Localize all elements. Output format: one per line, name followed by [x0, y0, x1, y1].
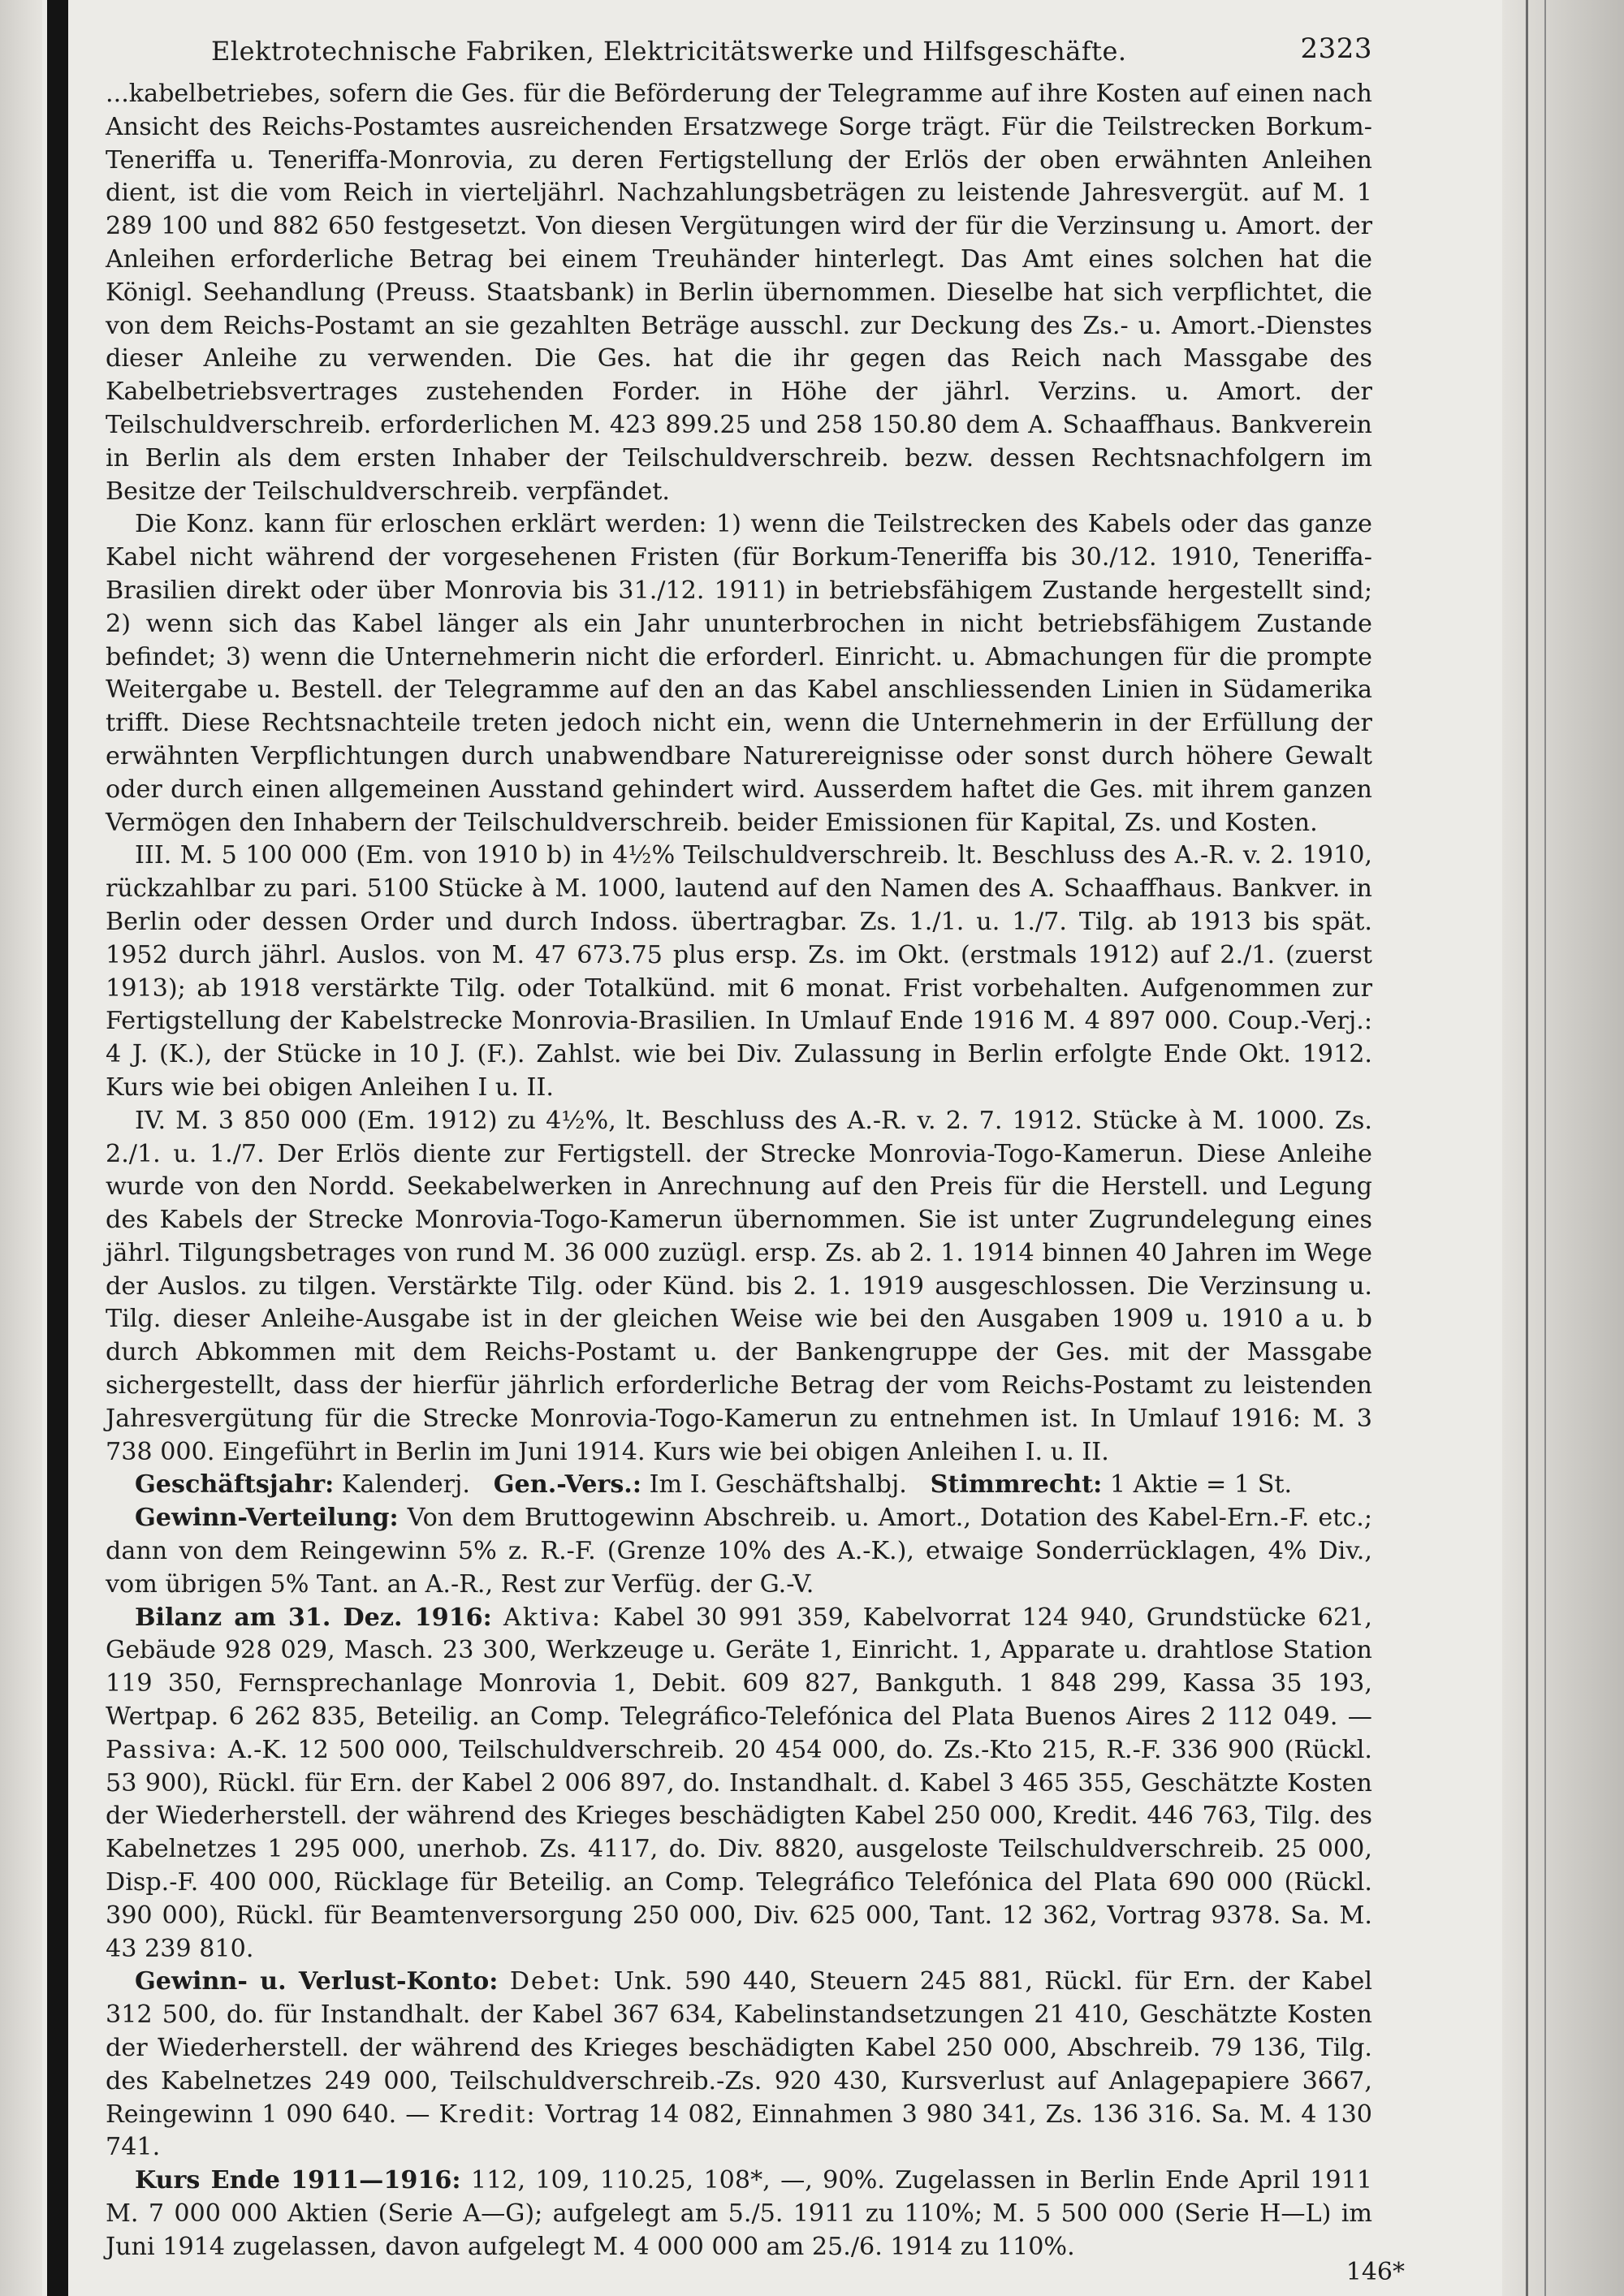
- text-kredit: Vortrag 14 082, Einnahmen 3 980 341, Zs. 136 316. Sa. M. 4 130 741.: [106, 2100, 1373, 2162]
- label-aktiva: Aktiva:: [503, 1603, 603, 1632]
- paragraph-anleihe-iii: III. M. 5 100 000 (Em. von 1910 b) in 4½% Teilschuldverschreib. lt. Beschluss des A.-R. v. 2. 1910, rückzahlbar zu pari. 5100 Stücke à M. 1000, lautend auf den Namen des A. Schaaffhaus. Bankver. in Berlin oder dessen Order und durch Indoss. übertragbar. Zs. 1./1. u. 1./7. Tilg. ab 1913 bis spät. 1952 durch jährl. Auslos. von M. 47 673.75 plus ersp. Zs. im Okt. (erstmals 1912) auf 2./1. (zuerst 1913); ab 1918 verstärkte Tilg. oder Totalkünd. mit 6 monat. Frist vorbehalten. Aufgenommen zur Fertigstellung der Kabelstrecke Monrovia-Brasilien. In Umlauf Ende 1916 M. 4 897 000. Coup.-Verj.: 4 J. (K.), der Stücke in 10 J. (F.). Zahlst. wie bei Div. Zulassung in Berlin erfolgte Ende Okt. 1912. Kurs wie bei obigen Anleihen I u. II.: [106, 841, 1372, 1102]
- page-edge-line: [1526, 0, 1528, 2296]
- text-gen-vers: Im I. Geschäftshalbj.: [649, 1470, 907, 1500]
- label-bilanz: Bilanz am 31. Dez. 1916:: [135, 1603, 492, 1632]
- paragraph-gewinn-verteilung: [106, 1502, 1372, 1601]
- paragraph-kurs: [106, 2164, 1372, 2264]
- paragraph-anleihe-iv: IV. M. 3 850 000 (Em. 1912) zu 4½%, lt. Beschluss des A.-R. v. 2. 7. 1912. Stücke à M. 1000. Zs. 2./1. u. 1./7. Der Erlös diente zur Fertigstell. der Strecke Monrovia-Togo-Kamerun. Diese Anleihe wurde von den Nordd. Seekabelwerken in Anrechnung auf den Preis für die Herstell. und Legung des Kabels der Strecke Monrovia-Togo-Kamerun übernommen. Sie ist unter Zugrundelegung eines jährl. Tilgungsbetrages von rund M. 36 000 zuzügl. ersp. Zs. ab 2. 1. 1914 binnen 40 Jahren im Wege der Auslos. zu tilgen. Verstärkte Tilg. oder Künd. bis 2. 1. 1919 ausgeschlossen. Die Verzinsung u. Tilg. dieser Anleihe-Ausgabe ist in der gleichen Weise wie bei den Ausgaben 1909 u. 1910 a u. b durch Abkommen mit dem Reichs-Postamt u. der Bankengruppe der Ges. mit der Massgabe sichergestellt, dass der hierfür jährlich erforderliche Betrag der vom Reichs-Postamt zu leistenden Jahresvergütung für die Strecke Monrovia-Togo-Kamerun zu entnehmen ist. In Umlauf 1916: M. 3 738 000. Eingeführt in Berlin im Juni 1914. Kurs wie bei obigen Anleihen I. u. II.: [106, 1106, 1372, 1466]
- label-kurs: Kurs Ende 1911—1916:: [135, 2166, 461, 2195]
- page-edge-right: [1502, 0, 1624, 2296]
- paragraph-geschaeftsjahr: [106, 1469, 1372, 1502]
- text-gewinn-verteilung: Von dem Bruttogewinn Abschreib. u. Amort., Dotation des Kabel-Ern.-F. etc.; dann von dem Reingewinn 5% z. R.-F. (Grenze 10% des A.-K.), etwaige Sonderrücklagen, 4% Div., vom übrigen 5% Tant. an A.-R., Rest zur Verfüg. der G.-V.: [106, 1504, 1372, 1599]
- text-aktiva: Kabel 30 991 359, Kabelvorrat 124 940, Grundstücke 621, Gebäude 928 029, Masch. 23 300, Werkzeuge u. Geräte 1, Einricht. 1, Apparate u. drahtlose Station 119 350, Fernsprechanlage Monrovia 1, Debit. 609 827, Bankguth. 1 848 299, Kassa 35 193, Wertpap. 6 262 835, Beteilig. an Comp. Telegráfico-Telefónica del Plata Buenos Aires 2 112 049. —: [106, 1603, 1372, 1732]
- document-body: [106, 78, 1372, 2264]
- document-page: [106, 29, 1372, 2262]
- label-debet: Debet:: [509, 1967, 603, 1996]
- text-stimmrecht: 1 Aktie = 1 St.: [1109, 1470, 1293, 1500]
- label-passiva: Passiva:: [106, 1735, 218, 1764]
- paragraph-gewinn-verlust: [106, 1966, 1372, 2164]
- running-header: [106, 29, 1372, 78]
- label-gen-vers: Gen.-Vers.:: [493, 1470, 641, 1500]
- label-geschaeftsjahr: Geschäftsjahr:: [135, 1470, 335, 1500]
- page-edge-line: [1544, 0, 1546, 2296]
- label-gewinn-verteilung: Gewinn-Verteilung:: [135, 1504, 399, 1533]
- header-title: Elektrotechnische Fabriken, Elektricitätswerke und Hilfsgeschäfte.: [211, 36, 1127, 67]
- sheet-signature: 146*: [1345, 2258, 1405, 2286]
- paragraph-kabelbetrieb: ...kabelbetriebes, sofern die Ges. für die Beförderung der Telegramme auf ihre Kosten auf einen nach Ansicht des Reichs-Postamtes ausreichenden Ersatzwege Sorge trägt. Für die Teilstrecken Borkum-Teneriffa u. Teneriffa-Monrovia, zu deren Fertigstellung der Erlös der oben erwähnten Anleihen dient, ist die vom Reich in vierteljährl. Nachzahlungsbeträgen zu leistende Jahresvergüt. auf M. 1 289 100 und 882 650 festgesetzt. Von diesen Vergütungen wird der für die Verzinsung u. Amort. der Anleihen erforderliche Betrag bei einem Treuhänder hinterlegt. Das Amt eines solchen hat die Königl. Seehandlung (Preuss. Staatsbank) in Berlin übernommen. Dieselbe hat sich verpflichtet, die von dem Reichs-Postamt an sie gezahlten Beträge ausschl. zur Deckung des Zs.- u. Amort.-Dienstes dieser Anleihe zu verwenden. Die Ges. hat die ihr gegen das Reich nach Massgabe des Kabelbetriebsvertrages zustehenden Forder. in Höhe der jährl. Verzins. u. Amort. der Teilschuldverschreib. erforderlichen M. 423 899.25 und 258 150.80 dem A. Schaaffhaus. Bankverein in Berlin als dem ersten Inhaber der Teilschuldverschreib. bezw. dessen Rechtsnachfolgern im Besitze der Teilschuldverschreib. verpfändet.: [106, 80, 1372, 506]
- label-gewinn-verlust: Gewinn- u. Verlust-Konto:: [135, 1967, 499, 1996]
- paragraph-bilanz: [106, 1602, 1372, 1966]
- scan-gutter: [0, 0, 42, 2296]
- book-spine-shadow: [47, 0, 68, 2296]
- text-debet: Unk. 590 440, Steuern 245 881, Rückl. für Ern. der Kabel 312 500, do. für Instandhalt. der Kabel 367 634, Kabelinstandsetzungen 21 410, Geschätzte Kosten der Wiederherstell. der während des Krieges beschädigten Kabel 250 000, Abschreib. 79 136, Tilg. des Kabelnetzes 249 000, Teilschuldverschreib.-Zs. 920 430, Kursverlust auf Anlagepapiere 3667, Reingewinn 1 090 640. —: [106, 1967, 1372, 2129]
- text-kurs: 112, 109, 110.25, 108*, —, 90%. Zugelassen in Berlin Ende April 1911 M. 7 000 000 Aktien (Serie A—G); aufgelegt am 5./5. 1911 zu 110%; M. 5 500 000 (Serie H—L) im Juni 1914 zugelassen, davon aufgelegt M. 4 000 000 am 25./6. 1914 zu 110%.: [106, 2166, 1372, 2261]
- text-geschaeftsjahr: Kalenderj.: [341, 1470, 470, 1500]
- label-stimmrecht: Stimmrecht:: [930, 1470, 1103, 1500]
- page-number: 2323: [1300, 32, 1372, 65]
- paragraph-konzession: Die Konz. kann für erloschen erklärt werden: 1) wenn die Teilstrecken des Kabels oder das ganze Kabel nicht während der vorgesehenen Fristen (für Borkum-Teneriffa bis 30./12. 1910, Teneriffa-Brasilien direkt oder über Monrovia bis 31./12. 1911) in betriebsfähigem Zustande hergestellt sind; 2) wenn sich das Kabel länger als ein Jahr ununterbrochen in nicht betriebsfähigem Zustande befindet; 3) wenn die Unternehmerin nicht die erforderl. Einricht. u. Abmachungen für die prompte Weitergabe u. Bestell. der Telegramme auf den an das Kabel anschliessenden Linien in Südamerika trifft. Diese Rechtsnachteile treten jedoch nicht ein, wenn die Unternehmerin in der Erfüllung der erwähnten Verpflichtungen durch unabwendbare Naturereignisse oder sonst durch höhere Gewalt oder durch einen allgemeinen Ausstand gehindert wird. Ausserdem haftet die Ges. mit ihrem ganzen Vermögen den Inhabern der Teilschuldverschreib. beider Emissionen für Kapital, Zs. und Kosten.: [106, 510, 1372, 837]
- text-passiva: A.-K. 12 500 000, Teilschuldverschreib. 20 454 000, do. Zs.-Kto 215, R.-F. 336 900 (Rückl. 53 900), Rückl. für Ern. der Kabel 2 006 897, do. Instandhalt. d. Kabel 3 465 355, Geschätzte Kosten der Wiederherstell. der während des Krieges beschädigten Kabel 250 000, Kredit. 446 763, Tilg. des Kabelnetzes 1 295 000, unerhob. Zs. 4117, do. Div. 8820, ausgeloste Teilschuldverschreib. 25 000, Disp.-F. 400 000, Rücklage für Beteilig. an Comp. Telegráfico Telefónica del Plata 690 000 (Rückl. 390 000), Rückl. für Beamtenversorgung 250 000, Div. 625 000, Tant. 12 362, Vortrag 9378. Sa. M. 43 239 810.: [106, 1735, 1372, 1963]
- label-kredit: Kredit:: [438, 2100, 537, 2129]
